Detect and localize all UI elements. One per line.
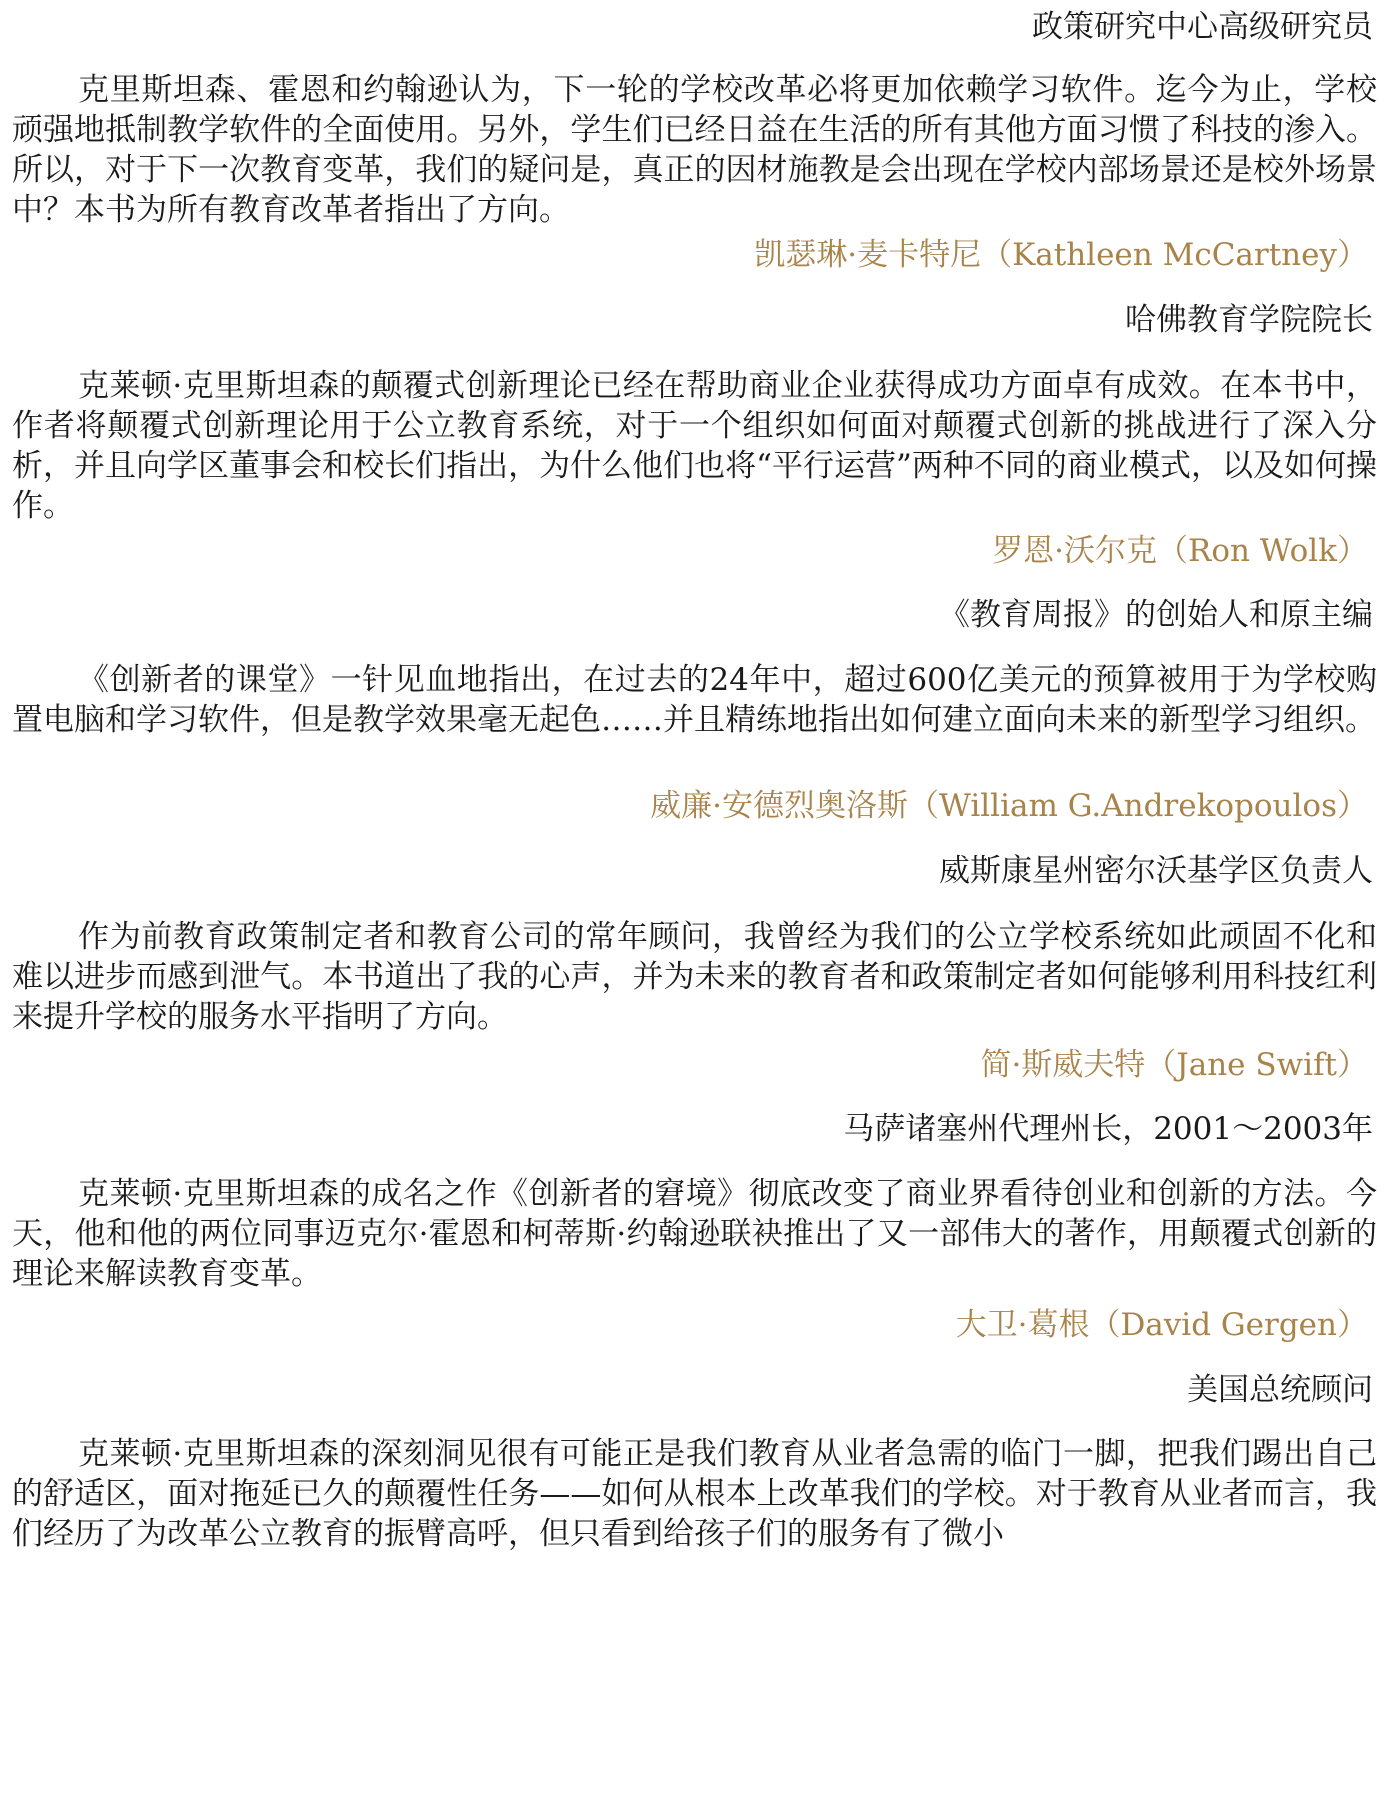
endorser-name: 罗恩·沃尔克（Ron Wolk） [992,533,1368,569]
endorsement-quote: 克里斯坦森、霍恩和约翰逊认为，下一轮的学校改革必将更加依赖学习软件。迄今为止，学校顽强地抵制教学软件的全面使用。另外，学生们已经日益在生活的所有其他方面习惯了科技的渗入。所以，对于下一次教育变革，我们的疑问是，真正的因材施教是会出现在学校内部场景还是校外场景中？本书为所有教育改革者指出了方向。 [12,72,1377,228]
endorsement-quote: 作为前教育政策制定者和教育公司的常年顾问，我曾经为我们的公立学校系统如此顽固不化和难以进步而感到泄气。本书道出了我的心声，并为未来的教育者和政策制定者如何能够利用科技红利来提升学校的服务水平指明了方向。 [12,919,1377,1035]
endorsements-page [12,0,1382,1800]
endorsement-quote: 克莱顿·克里斯坦森的颠覆式创新理论已经在帮助商业企业获得成功方面卓有成效。在本书中，作者将颠覆式创新理论用于公立教育系统，对于一个组织如何面对颠覆式创新的挑战进行了深入分析，并且向学区董事会和校长们指出，为什么他们也将“平行运营”两种不同的商业模式，以及如何操作。 [12,368,1377,524]
endorser-role: 政策研究中心高级研究员 [1032,9,1373,45]
endorser-name: 凯瑟琳·麦卡特尼（Kathleen McCartney） [754,237,1368,273]
endorser-role: 美国总统顾问 [1187,1372,1373,1408]
endorser-role: 马萨诸塞州代理州长，2001～2003年 [843,1111,1373,1147]
endorser-name: 简·斯威夫特（Jane Swift） [980,1047,1368,1083]
endorser-role: 威斯康星州密尔沃基学区负责人 [939,853,1373,889]
endorsement-quote: 克莱顿·克里斯坦森的深刻洞见很有可能正是我们教育从业者急需的临门一脚，把我们踢出自己的舒适区，面对拖延已久的颠覆性任务——如何从根本上改革我们的学校。对于教育从业者而言，我们经历了为改革公立教育的振臂高呼，但只看到给孩子们的服务有了微小 [12,1436,1377,1552]
endorser-name: 威廉·安德烈奥洛斯（William G.Andrekopoulos） [650,788,1368,824]
endorser-role: 《教育周报》的创始人和原主编 [939,597,1373,633]
endorsement-quote: 《创新者的课堂》一针见血地指出，在过去的24年中，超过600亿美元的预算被用于为学校购置电脑和学习软件，但是教学效果毫无起色……并且精练地指出如何建立面向未来的新型学习组织。 [12,662,1377,738]
endorser-name: 大卫·葛根（David Gergen） [955,1307,1368,1343]
endorser-role: 哈佛教育学院院长 [1125,302,1373,338]
endorsement-quote: 克莱顿·克里斯坦森的成名之作《创新者的窘境》彻底改变了商业界看待创业和创新的方法。今天，他和他的两位同事迈克尔·霍恩和柯蒂斯·约翰逊联袂推出了又一部伟大的著作，用颠覆式创新的理论来解读教育变革。 [12,1176,1377,1292]
